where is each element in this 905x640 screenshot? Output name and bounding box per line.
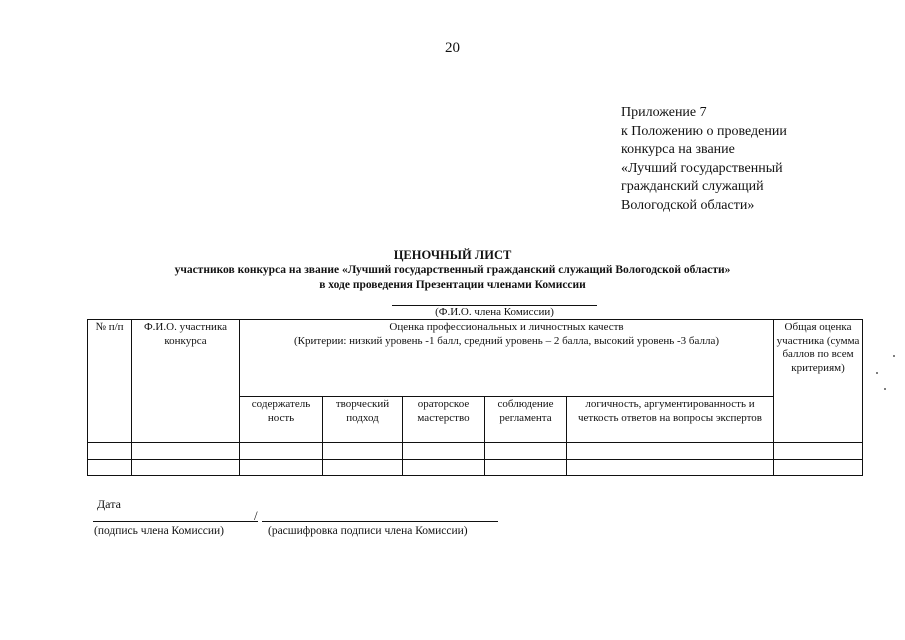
header-participant-name: Ф.И.О. участника конкурса [132,320,240,443]
table-cell[interactable] [323,443,403,460]
table-cell[interactable] [132,460,240,476]
subheader-content: содержатель ность [240,397,323,443]
scan-speck [893,355,895,357]
appendix-line: гражданский служащий [621,179,764,195]
header-total-score: Общая оценка участника (сумма баллов по всем критериям) [774,320,863,443]
appendix-block [621,104,787,216]
table-cell[interactable] [567,443,774,460]
document-title: ЦЕНОЧНЫЙ ЛИСТ [393,248,512,262]
signature-line[interactable] [93,521,258,522]
appendix-line: Приложение 7 [621,105,707,120]
document-subtitle-2: в ходе проведения Презентации членами Комиссии [319,279,586,291]
member-name-caption: (Ф.И.О. члена Комиссии) [435,306,554,318]
header-number: № п/п [88,320,132,443]
table-cell[interactable] [323,460,403,476]
table-cell[interactable] [240,443,323,460]
page-number: 20 [445,40,460,56]
appendix-line: «Лучший государственный [621,160,783,176]
table-row [88,443,863,460]
table-cell[interactable] [403,443,485,460]
appendix-line: конкурса на звание [621,142,735,158]
subheader-creativity: творческий подход [323,397,403,443]
table-cell[interactable] [485,460,567,476]
subheader-oratory: ораторское мастерство [403,397,485,443]
table-row [88,460,863,476]
table-cell[interactable] [774,443,863,460]
document-subtitle: участников конкурса на звание «Лучший государственный гражданский служащий Вологодской области» [174,264,731,276]
scan-speck [876,372,878,374]
header-assessment [240,320,774,397]
table-cell[interactable] [88,443,132,460]
table-cell[interactable] [240,460,323,476]
subheader-regulations: соблюдение регламента [485,397,567,443]
table-cell[interactable] [567,460,774,476]
header-assessment-criteria: (Критерии: низкий уровень -1 балл, средний уровень – 2 балла, высокий уровень -3 балла) [294,334,720,347]
table-cell[interactable] [774,460,863,476]
signature-decoding-line[interactable] [262,521,498,522]
header-assessment-title: Оценка профессиональных и личностных качеств [389,321,624,333]
scan-speck [884,388,886,390]
table-cell[interactable] [132,443,240,460]
appendix-line: Вологодской области» [621,197,755,213]
subheader-logic: логичность, аргументированность и четкость ответов на вопросы экспертов [567,397,774,443]
signature-caption: (подпись члена Комиссии) [94,525,224,537]
table-cell[interactable] [88,460,132,476]
date-label: Дата [97,497,121,511]
signature-decoding-caption: (расшифровка подписи члена Комиссии) [268,525,468,537]
assessment-table [87,319,863,476]
signature-separator: / [254,508,258,523]
table-cell[interactable] [485,443,567,460]
appendix-line: к Положению о проведении [621,123,787,139]
table-cell[interactable] [403,460,485,476]
